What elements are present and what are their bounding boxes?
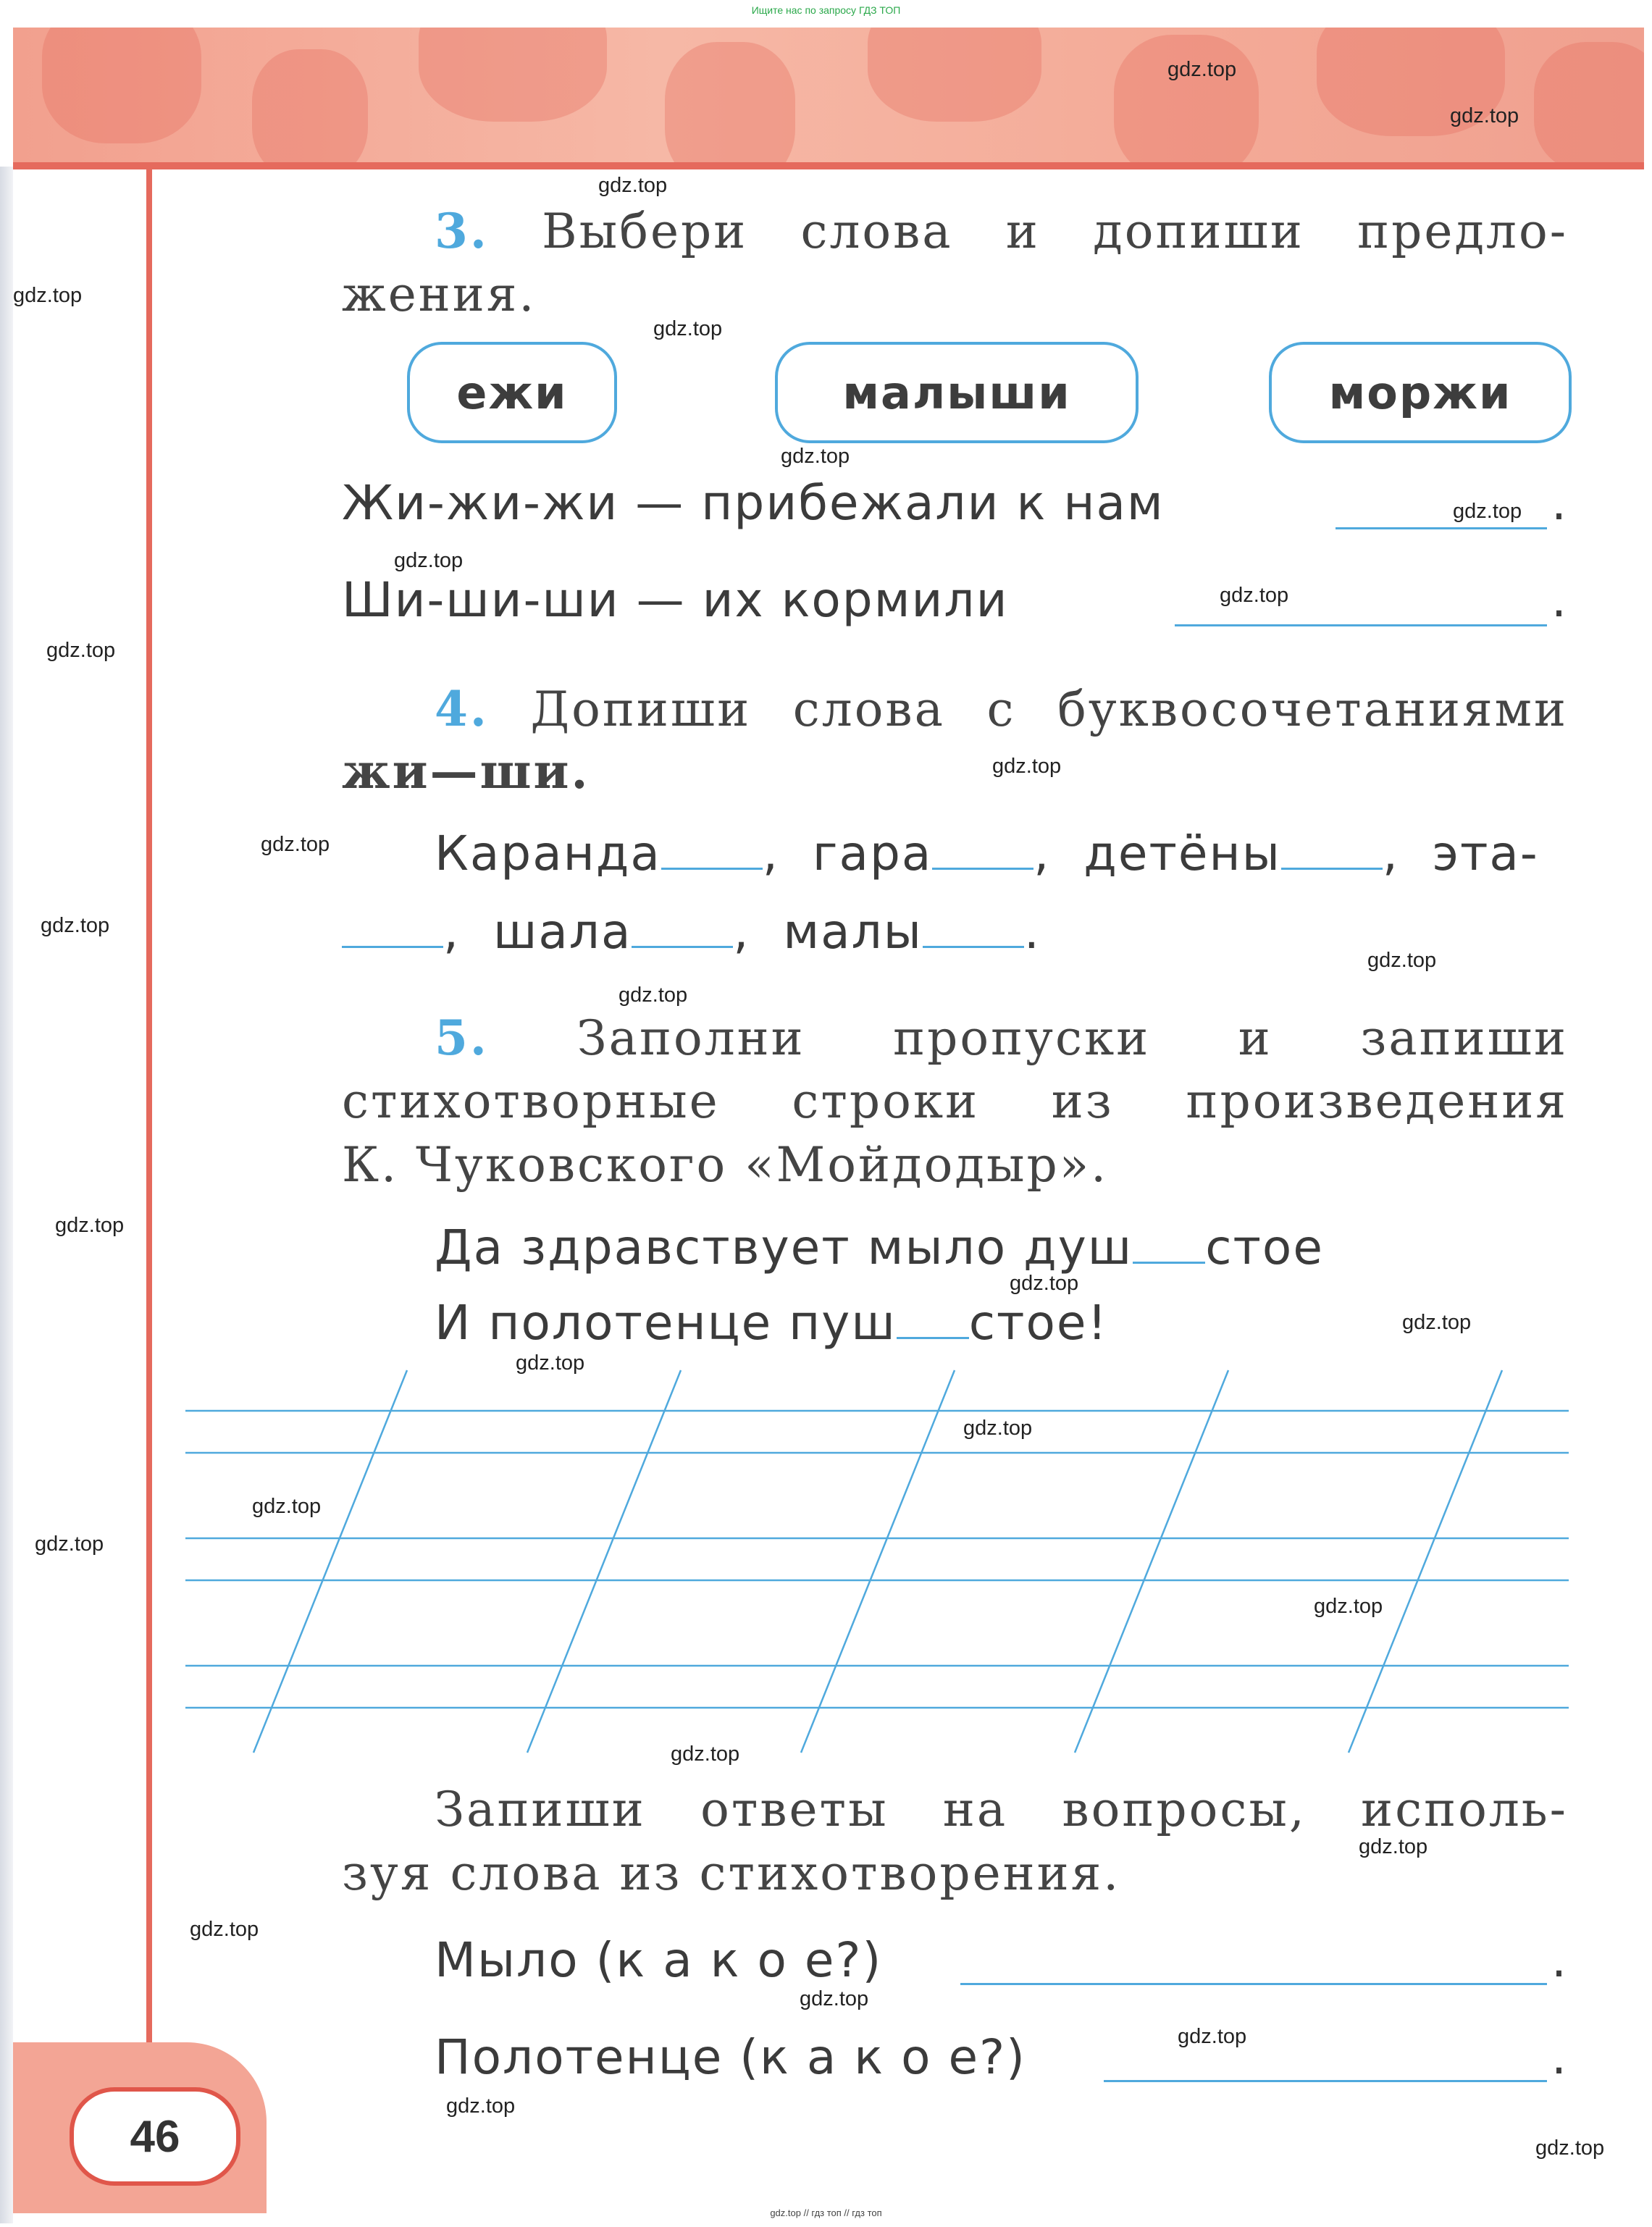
watermark: gdz.top [41, 914, 110, 937]
period: . [1023, 904, 1041, 960]
poem-line1-end: стое [1205, 1220, 1324, 1275]
watermark: gdz.top [992, 755, 1062, 778]
task4-line2: жи—ши. [342, 743, 590, 800]
task3-line1-text: Выбери слова и допиши предло- [542, 204, 1568, 259]
answer-line-q1[interactable] [960, 1983, 1547, 1985]
comma: , [1033, 826, 1051, 881]
word-gara: гара [812, 826, 933, 881]
watermark: gdz.top [598, 174, 668, 197]
watermark: gdz.top [1359, 1835, 1428, 1858]
watermark: gdz.top [1314, 1595, 1383, 1618]
watermark: gdz.top [35, 1532, 104, 1556]
watermark: gdz.top [619, 984, 688, 1007]
watermark: gdz.top [1453, 500, 1522, 523]
comma: , [443, 904, 460, 960]
word-karanda: Каранда [435, 826, 661, 881]
task5-line1-text: Заполни пропуски и запиши [576, 1010, 1569, 1066]
task3-sentence2: Ши-ши-ши — их кормили [342, 572, 1009, 628]
word-chip-ezhi[interactable]: ежи [407, 342, 617, 443]
watermark: gdz.top [1450, 104, 1519, 127]
watermark: gdz.top [13, 284, 83, 307]
watermark: gdz.top [1367, 949, 1437, 972]
poem-line2-end: стое! [968, 1295, 1108, 1351]
watermark: gdz.top [963, 1417, 1033, 1440]
watermark: gdz.top [671, 1742, 740, 1766]
page-number: 46 [70, 2087, 240, 2186]
watermark: gdz.top [653, 317, 723, 340]
watermark: gdz.top [1010, 1272, 1079, 1295]
watermark: gdz.top [252, 1495, 322, 1518]
word-detyony: детёны [1083, 826, 1281, 881]
period: . [1551, 572, 1568, 628]
top-note: Ищите нас по запросу ГДЗ ТОП [751, 4, 901, 16]
task6-line2: зуя слова из стихотворения. [342, 1845, 1121, 1901]
task3-number: 3. [435, 203, 489, 259]
answer-line-q2[interactable] [1104, 2080, 1547, 2082]
period: . [1551, 475, 1568, 531]
word-maly: малы [783, 904, 923, 960]
bottom-note: gdz.top // гдз топ // гдз топ [770, 2207, 882, 2218]
poem-line2-start: И полотенце пуш [435, 1295, 897, 1351]
task6-line1: Запиши ответы на вопросы, исполь- [435, 1782, 1568, 1837]
task5-line3: К. Чуковского «Мойдодыр». [342, 1137, 1109, 1193]
word-chip-malyshi[interactable]: малыши [775, 342, 1139, 443]
poem-line1-start: Да здравствует мыло душ [435, 1220, 1133, 1275]
watermark: gdz.top [46, 639, 116, 662]
watermark: gdz.top [446, 2094, 516, 2118]
question2: Полотенце (к а к о е?) [435, 2029, 1026, 2085]
watermark: gdz.top [1220, 584, 1289, 607]
watermark: gdz.top [55, 1214, 125, 1237]
task4-line1-text: Допиши слова с буквосочетаниями [530, 681, 1568, 737]
watermark: gdz.top [261, 833, 330, 856]
word-eta: эта- [1432, 826, 1539, 881]
period: . [1551, 1932, 1568, 1988]
watermark: gdz.top [800, 1987, 869, 2010]
task5-line2: стихотворные строки из произведения [342, 1073, 1568, 1129]
period: . [1551, 2029, 1568, 2085]
watermark: gdz.top [394, 549, 464, 572]
watermark: gdz.top [1535, 2136, 1605, 2160]
watermark: gdz.top [781, 445, 850, 468]
task3-sentence1: Жи-жи-жи — прибежали к нам [342, 475, 1165, 531]
watermark: gdz.top [1178, 2025, 1247, 2048]
word-chip-morzhi[interactable]: моржи [1269, 342, 1572, 443]
watermark: gdz.top [1167, 58, 1237, 81]
watermark: gdz.top [516, 1351, 585, 1375]
task3-line2: жения. [342, 267, 537, 322]
task5-number: 5. [435, 1010, 489, 1066]
word-shala: шала [492, 904, 632, 960]
task4-number: 4. [435, 681, 489, 737]
comma: , [733, 904, 750, 960]
watermark: gdz.top [1402, 1311, 1472, 1334]
comma: , [1382, 826, 1399, 881]
comma: , [762, 826, 779, 881]
watermark: gdz.top [190, 1918, 259, 1941]
question1: Мыло (к а к о е?) [435, 1932, 883, 1988]
